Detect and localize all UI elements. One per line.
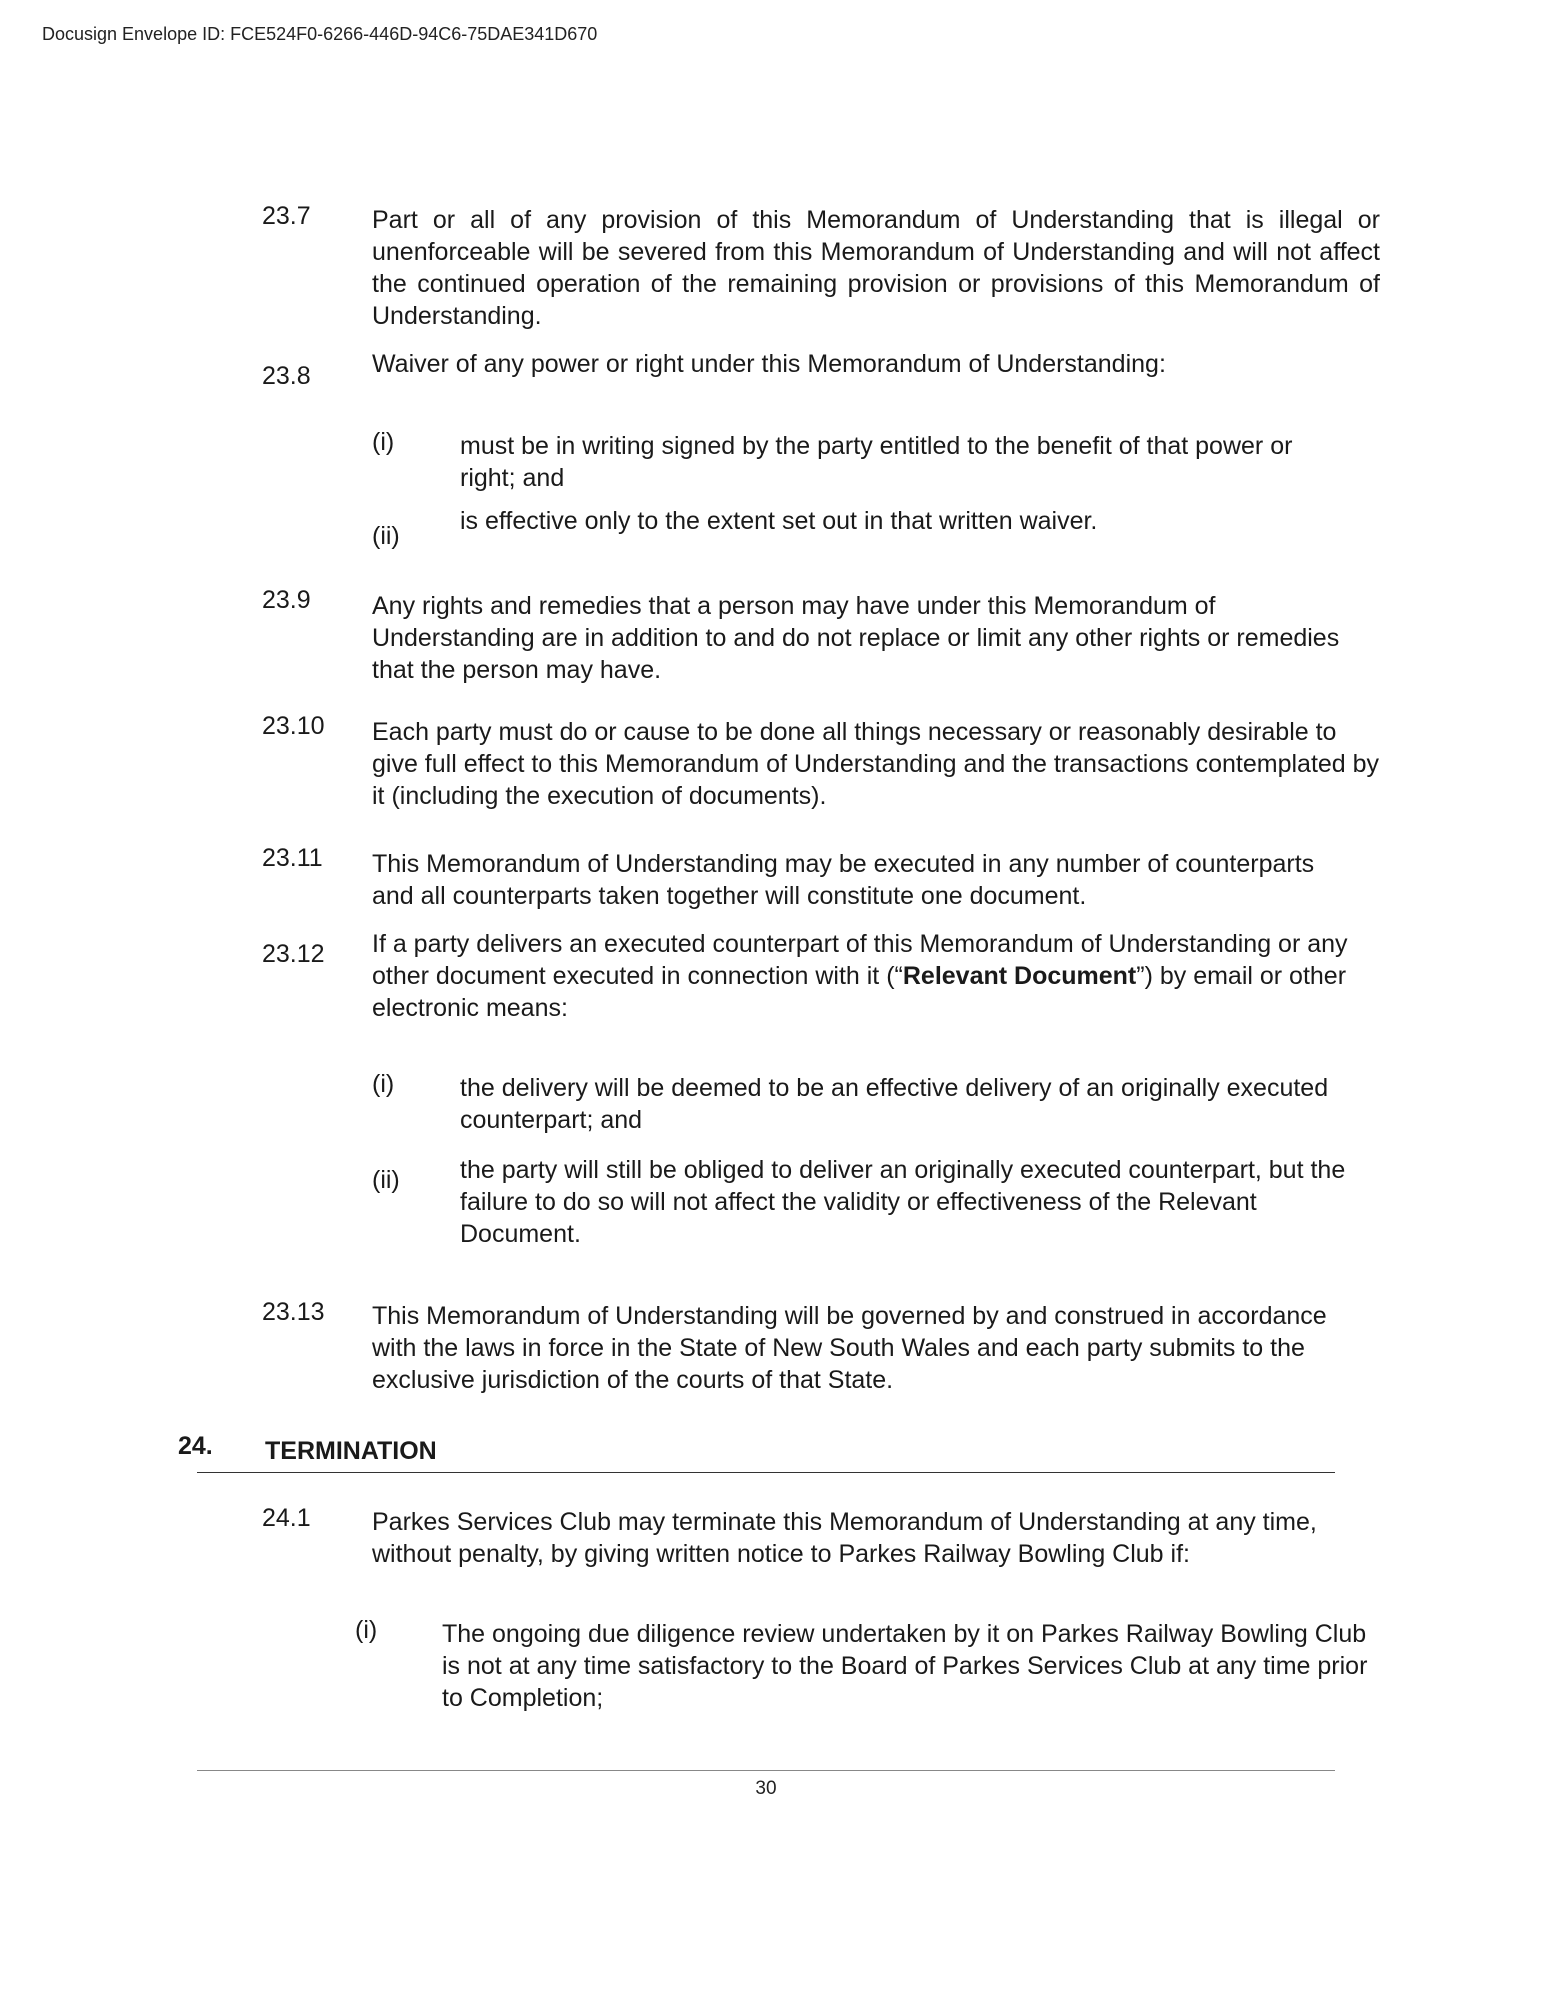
page-number: 30 — [755, 1778, 777, 1799]
footer-rule — [197, 1770, 1335, 1771]
clause-number: 23.8 — [262, 362, 311, 390]
list-label: (ii) — [372, 1166, 400, 1194]
list-label: (i) — [372, 428, 395, 456]
list-label: (i) — [372, 1070, 395, 1098]
clause-23-13-text: This Memorandum of Understanding will be governed by and construed in accordance with the laws in force in the State of New South Wales and each party submits to the exclusive jurisdiction of the courts of that State. — [372, 1302, 1327, 1394]
clause-23-8-item-i: must be in writing signed by the party entitled to the benefit of that power or right; and — [460, 432, 1293, 492]
clause-23-12-item-ii: the party will still be obliged to deliver an originally executed counterpart, but the failure to do so will not affect the validity or effectiveness of the Relevant Document. — [460, 1156, 1346, 1248]
list-label: (i) — [355, 1616, 378, 1644]
clause-number: 23.12 — [262, 940, 325, 968]
section-title: TERMINATION — [265, 1437, 437, 1465]
clause-23-10-text: Each party must do or cause to be done all things necessary or reasonably desirable to give full effect to this Memorandum of Understanding and the transactions contemplated by it (including the execution of documents). — [372, 718, 1380, 810]
clause-23-12-text-end: ”) by email or other electronic means: — [372, 962, 1347, 1022]
clause-number: 23.7 — [262, 202, 311, 230]
clause-23-9-text: Any rights and remedies that a person may have under this Memorandum of Understanding are in addition to and do not replace or limit any other rights or remedies that the person may have. — [372, 592, 1340, 684]
clause-23-11-text: This Memorandum of Understanding may be executed in any number of counterparts and all counterparts taken together will constitute one document. — [372, 850, 1315, 910]
clause-23-7-text: Part or all of any provision of this Memorandum of Understanding that is illegal or unenforceable will be severed from this Memorandum of Understanding and will not affect the continued operation of the remaining provision or provisions of this Memorandum of Understanding. — [372, 206, 1380, 330]
list-label: (ii) — [372, 522, 400, 550]
clause-number: 23.13 — [262, 1298, 325, 1326]
clause-23-12-text-start: If a party delivers an executed counterpart of this Memorandum of Understanding or any other document executed in connection with it (“ — [372, 930, 1348, 990]
clause-number: 23.9 — [262, 586, 311, 614]
clause-24-1-item-i: The ongoing due diligence review undertaken by it on Parkes Railway Bowling Club is not at any time satisfactory to the Board of Parkes Services Club at any time prior to Completion; — [442, 1620, 1368, 1712]
clause-23-8-text: Waiver of any power or right under this Memorandum of Understanding: — [372, 350, 1166, 378]
envelope-id-header: Docusign Envelope ID: FCE524F0-6266-446D-94C6-75DAE341D670 — [42, 24, 598, 44]
relevant-document-term: Relevant Document — [902, 962, 1137, 990]
clause-24-1-text: Parkes Services Club may terminate this Memorandum of Understanding at any time, without penalty, by giving written notice to Parkes Railway Bowling Club if: — [372, 1508, 1317, 1568]
clause-23-12-text — [372, 928, 1382, 1024]
clause-number: 23.11 — [262, 844, 323, 872]
clause-number: 23.10 — [262, 712, 325, 740]
section-heading-rule — [197, 1472, 1335, 1473]
clause-23-12-item-i: the delivery will be deemed to be an effective delivery of an originally executed counterpart; and — [460, 1074, 1329, 1134]
clause-number: 24.1 — [262, 1504, 311, 1532]
clause-23-8-item-ii: is effective only to the extent set out in that written waiver. — [460, 507, 1098, 535]
section-number: 24. — [178, 1432, 213, 1460]
